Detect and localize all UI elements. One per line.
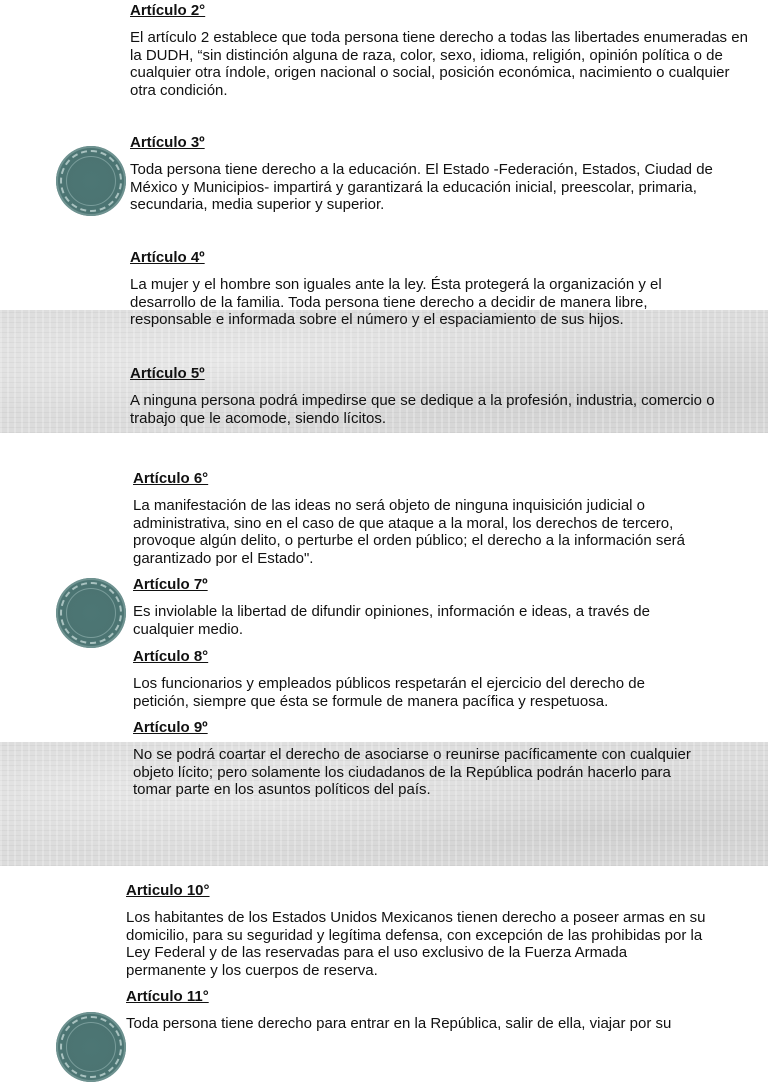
article-9 bbox=[133, 719, 763, 799]
article-heading: Artículo 6° bbox=[133, 470, 209, 487]
article-text: Es inviolable la libertad de difundir opiniones, información e ideas, a través de cualquier medio. bbox=[133, 603, 650, 638]
article-heading: Artículo 11° bbox=[126, 988, 209, 1005]
article-text: A ninguna persona podrá impedirse que se dedique a la profesión, industria, comercio o trabajo que le acomode, siendo lícitos. bbox=[130, 392, 715, 427]
article-heading: Articulo 10° bbox=[126, 882, 210, 899]
article-text: Toda persona tiene derecho a la educación. El Estado -Federación, Estados, Ciudad de México y Municipios- impartirá y garantizará la educación inicial, preescolar, primaria, secundaria, media superior y superior. bbox=[130, 161, 713, 213]
article-11 bbox=[126, 988, 756, 1033]
article-2 bbox=[130, 2, 760, 99]
article-text: El artículo 2 establece que toda persona tiene derecho a todas las libertades enumeradas en la DUDH, “sin distinción alguna de raza, color, sexo, idioma, religión, opinión política o de cualquier otra índole, origen nacional o social, posición económica, nacimiento o cualquier otra condición. bbox=[130, 29, 748, 99]
medallion-icon bbox=[56, 146, 126, 216]
article-heading: Artículo 9º bbox=[133, 719, 208, 736]
article-text: La manifestación de las ideas no será objeto de ninguna inquisición judicial o administrativa, sino en el caso de que ataque a la moral, los derechos de tercero, provoque algún delito, o perturbe el orden público; el derecho a la información será garantizado por el Estado". bbox=[133, 497, 686, 567]
article-text: La mujer y el hombre son iguales ante la ley. Ésta protegerá la organización y el desarrollo de la familia. Toda persona tiene derecho a decidir de manera libre, responsable e informada sobre el número y el espaciamiento de sus hijos. bbox=[130, 276, 662, 328]
article-text: Toda persona tiene derecho para entrar en la República, salir de ella, viajar por su bbox=[126, 1015, 672, 1032]
article-heading: Artículo 3º bbox=[130, 134, 205, 151]
article-heading: Artículo 5º bbox=[130, 365, 205, 382]
article-heading: Artículo 7º bbox=[133, 576, 208, 593]
article-heading: Artículo 8° bbox=[133, 648, 209, 665]
article-3 bbox=[130, 134, 760, 214]
article-heading: Artículo 4º bbox=[130, 249, 205, 266]
medallion-icon bbox=[56, 1012, 126, 1082]
article-10 bbox=[126, 882, 756, 979]
medallion-icon bbox=[56, 578, 126, 648]
article-heading: Artículo 2° bbox=[130, 2, 206, 19]
article-7 bbox=[133, 576, 763, 638]
article-8 bbox=[133, 648, 763, 710]
article-text: Los funcionarios y empleados públicos respetarán el ejercicio del derecho de petición, siempre que ésta se formule de manera pacífica y respetuosa. bbox=[133, 675, 645, 710]
article-6 bbox=[133, 470, 763, 567]
article-4 bbox=[130, 249, 760, 329]
article-text: No se podrá coartar el derecho de asociarse o reunirse pacíficamente con cualquier objeto lícito; pero solamente los ciudadanos de la República podrán hacerlo para tomar parte en los asuntos políticos del país. bbox=[133, 746, 691, 798]
article-5 bbox=[130, 365, 760, 427]
article-text: Los habitantes de los Estados Unidos Mexicanos tienen derecho a poseer armas en su domicilio, para su seguridad y legítima defensa, con excepción de las prohibidas por la Ley Federal y de las reservadas para el uso exclusivo de la Fuerza Armada permanente y los cuerpos de reserva. bbox=[126, 909, 706, 979]
